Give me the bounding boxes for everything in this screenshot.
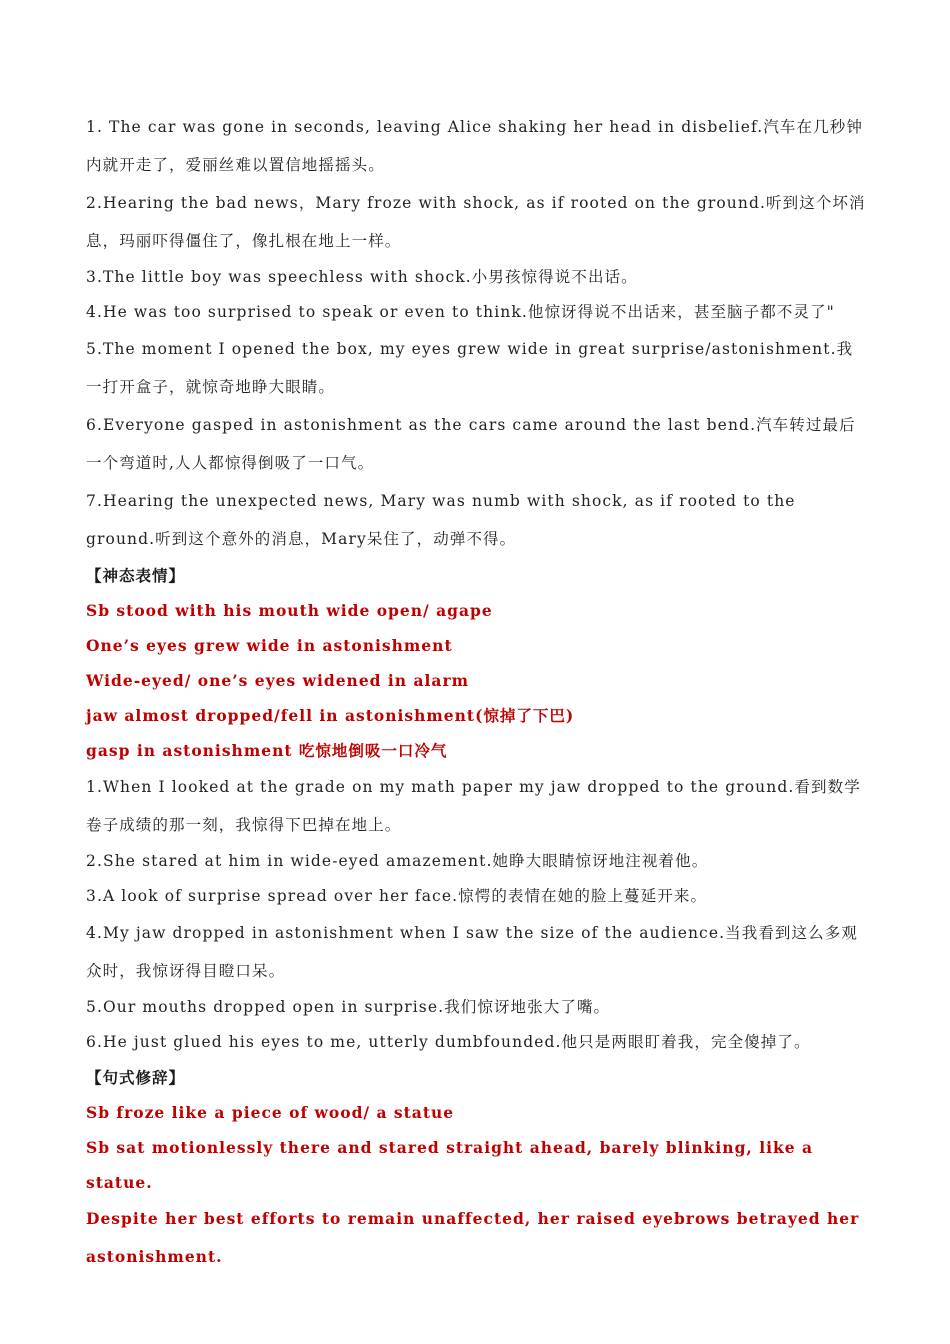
paragraph: 6.Everyone gasped in astonishment as the cars came around the last bend.汽车转过最后一个弯道时,人人都惊得倒吸了一口气。 xyxy=(86,416,856,472)
paragraph: 3.The little boy was speechless with shock.小男孩惊得说不出话。 xyxy=(86,268,638,286)
paragraph: 1. The car was gone in seconds, leaving Alice shaking her head in disbelief.汽车在几秒钟内就开走了，爱丽丝难以置信地摇摇头。 xyxy=(86,118,863,174)
paragraph: 6.He just glued his eyes to me, utterly dumbfounded.他只是两眼盯着我，完全傻掉了。 xyxy=(86,1033,811,1051)
section-heading: 【神态表情】 xyxy=(86,566,186,585)
paragraph: 4.He was too surprised to speak or even to think.他惊讶得说不出话来，甚至脑子都不灵了" xyxy=(86,303,835,321)
paragraph: 1.When I looked at the grade on my math paper my jaw dropped to the ground.看到数学卷子成绩的那一刻，我惊得下巴掉在地上。 xyxy=(86,778,861,834)
highlight-phrase: One’s eyes grew wide in astonishment xyxy=(86,636,453,655)
paragraph: 4.My jaw dropped in astonishment when I saw the size of the audience.当我看到这么多观众时，我惊讶得目瞪口呆。 xyxy=(86,924,858,980)
highlight-phrase: Despite her best efforts to remain unaffected, her raised eyebrows betrayed her astonishment. xyxy=(86,1209,860,1266)
paragraph: 5.The moment I opened the box, my eyes grew wide in great surprise/astonishment.我一打开盒子，就惊奇地睁大眼睛。 xyxy=(86,340,854,396)
paragraph: 2.Hearing the bad news，Mary froze with shock, as if rooted on the ground.听到这个坏消息，玛丽吓得僵住了，像扎根在地上一样。 xyxy=(86,194,866,250)
highlight-phrase: Sb stood with his mouth wide open/ agape xyxy=(86,601,493,620)
highlight-phrase: gasp in astonishment 吃惊地倒吸一口冷气 xyxy=(86,741,448,760)
highlight-phrase: Sb sat motionlessly there and stared straight ahead, barely blinking, like a statue. xyxy=(86,1138,814,1192)
highlight-phrase: Sb froze like a piece of wood/ a statue xyxy=(86,1103,455,1122)
paragraph: 2.She stared at him in wide-eyed amazement.她睁大眼睛惊讶地注视着他。 xyxy=(86,852,709,870)
paragraph: 3.A look of surprise spread over her face.惊愕的表情在她的脸上蔓延开来。 xyxy=(86,887,708,905)
paragraph: 7.Hearing the unexpected news, Mary was numb with shock, as if rooted to the ground.听到这个意外的消息，Mary呆住了，动弹不得。 xyxy=(86,492,796,548)
section-heading: 【句式修辞】 xyxy=(86,1068,186,1087)
highlight-phrase: jaw almost dropped/fell in astonishment(惊掉了下巴) xyxy=(86,706,575,725)
document-page xyxy=(86,108,866,1276)
highlight-phrase: Wide-eyed/ one’s eyes widened in alarm xyxy=(86,671,470,690)
paragraph: 5.Our mouths dropped open in surprise.我们惊讶地张大了嘴。 xyxy=(86,998,611,1016)
